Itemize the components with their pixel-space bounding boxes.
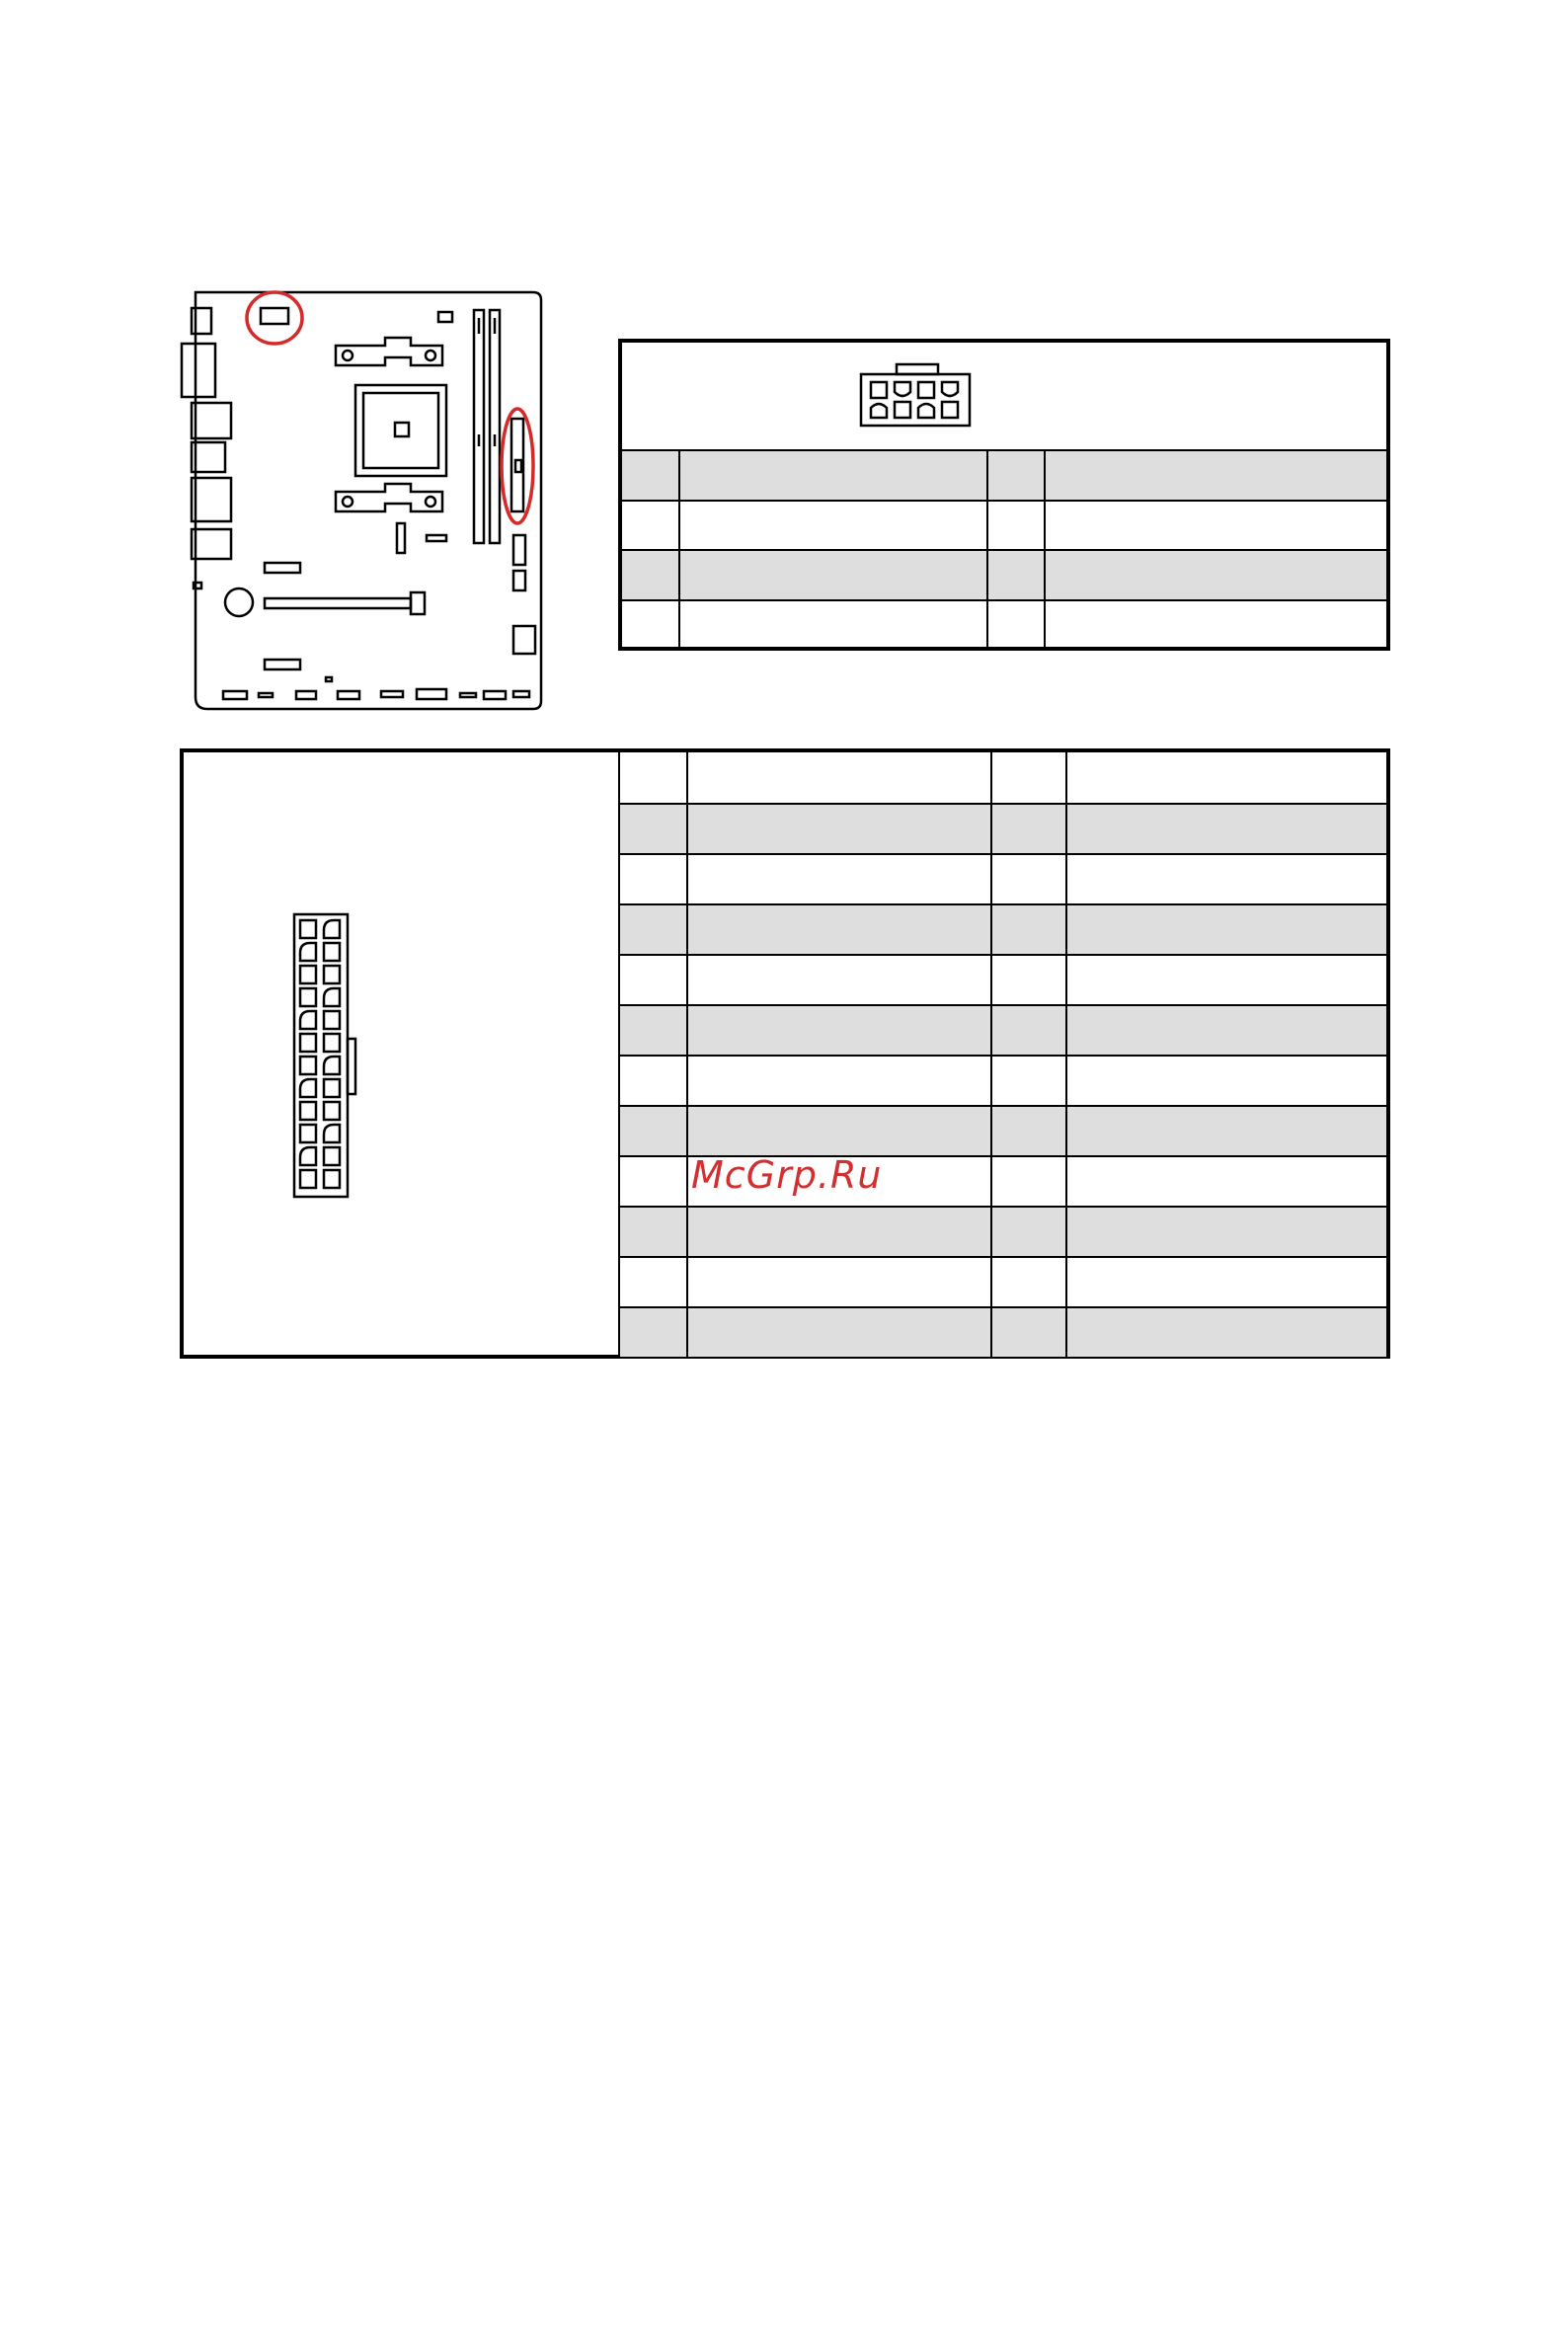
table-row (620, 1256, 1386, 1306)
table-cell (622, 502, 679, 550)
table-row (622, 549, 1386, 599)
table-cell (679, 551, 987, 599)
table-cell (620, 752, 687, 803)
table-cell (987, 601, 1045, 650)
24-pin-connector-icon (290, 910, 379, 1207)
table-cell (987, 502, 1045, 550)
table-row (620, 1306, 1386, 1357)
table-cell (1066, 855, 1392, 903)
table-cell (687, 1308, 991, 1357)
table-cell (679, 502, 987, 550)
table-cell (987, 451, 1045, 500)
table-cell (991, 1057, 1066, 1105)
table-cell (1066, 1107, 1392, 1155)
motherboard-layout-icon (178, 276, 553, 711)
table-cell (1066, 1308, 1392, 1357)
table-cell (1045, 502, 1386, 550)
table-row (620, 903, 1386, 954)
table-row (622, 449, 1386, 500)
table-cell (991, 855, 1066, 903)
table-cell (1066, 1057, 1392, 1105)
table-cell (622, 601, 679, 650)
table-cell (1066, 905, 1392, 954)
table-cell (1066, 805, 1392, 853)
atx-8pin-pin-table (618, 339, 1390, 651)
table-cell (1066, 956, 1392, 1004)
table-cell (991, 1107, 1066, 1155)
table-cell (620, 956, 687, 1004)
table-cell (991, 805, 1066, 853)
table-row (620, 1206, 1386, 1256)
table-cell (991, 1308, 1066, 1357)
table-row (620, 1105, 1386, 1155)
table-cell (679, 451, 987, 500)
table-cell (687, 1208, 991, 1256)
table-cell (687, 956, 991, 1004)
table-cell (620, 1258, 687, 1306)
table-cell (687, 1258, 991, 1306)
table-cell (679, 601, 987, 650)
table-cell (991, 905, 1066, 954)
table-cell (1066, 1258, 1392, 1306)
table-row (620, 853, 1386, 903)
table-cell (991, 1208, 1066, 1256)
table-cell (1066, 1006, 1392, 1055)
table-cell (687, 1006, 991, 1055)
table-cell (687, 905, 991, 954)
table-row (620, 1055, 1386, 1105)
table-cell (620, 1006, 687, 1055)
table-cell (620, 1107, 687, 1155)
table-cell (991, 1157, 1066, 1206)
table-row (620, 752, 1386, 803)
table-row (622, 500, 1386, 550)
table-cell (622, 551, 679, 599)
table-cell (991, 1006, 1066, 1055)
watermark-text: McGrp.Ru (691, 1153, 883, 1197)
atx-24pin-header (184, 752, 620, 1355)
table-cell (1066, 1157, 1392, 1206)
table-row (620, 803, 1386, 853)
table-cell (1045, 551, 1386, 599)
table-cell (991, 752, 1066, 803)
table-cell (620, 1308, 687, 1357)
table-cell (1045, 601, 1386, 650)
table-row (620, 1004, 1386, 1055)
8-pin-connector-icon (857, 360, 976, 431)
table-cell (1066, 1208, 1392, 1256)
table-cell (687, 855, 991, 903)
table-cell (620, 855, 687, 903)
table-row (622, 599, 1386, 650)
table-cell (1066, 752, 1392, 803)
table-cell (620, 905, 687, 954)
table-cell (620, 1157, 687, 1206)
table-cell (687, 752, 991, 803)
table-cell (991, 956, 1066, 1004)
table-cell (687, 1107, 991, 1155)
table-cell (620, 805, 687, 853)
atx-8pin-header (622, 343, 1386, 449)
table-cell (622, 451, 679, 500)
atx-24pin-pin-table (180, 748, 1390, 1359)
table-cell (991, 1258, 1066, 1306)
table-cell (987, 551, 1045, 599)
table-cell (687, 805, 991, 853)
table-row (620, 954, 1386, 1004)
table-cell (687, 1057, 991, 1105)
table-cell (1045, 451, 1386, 500)
table-cell (620, 1057, 687, 1105)
table-cell (620, 1208, 687, 1256)
